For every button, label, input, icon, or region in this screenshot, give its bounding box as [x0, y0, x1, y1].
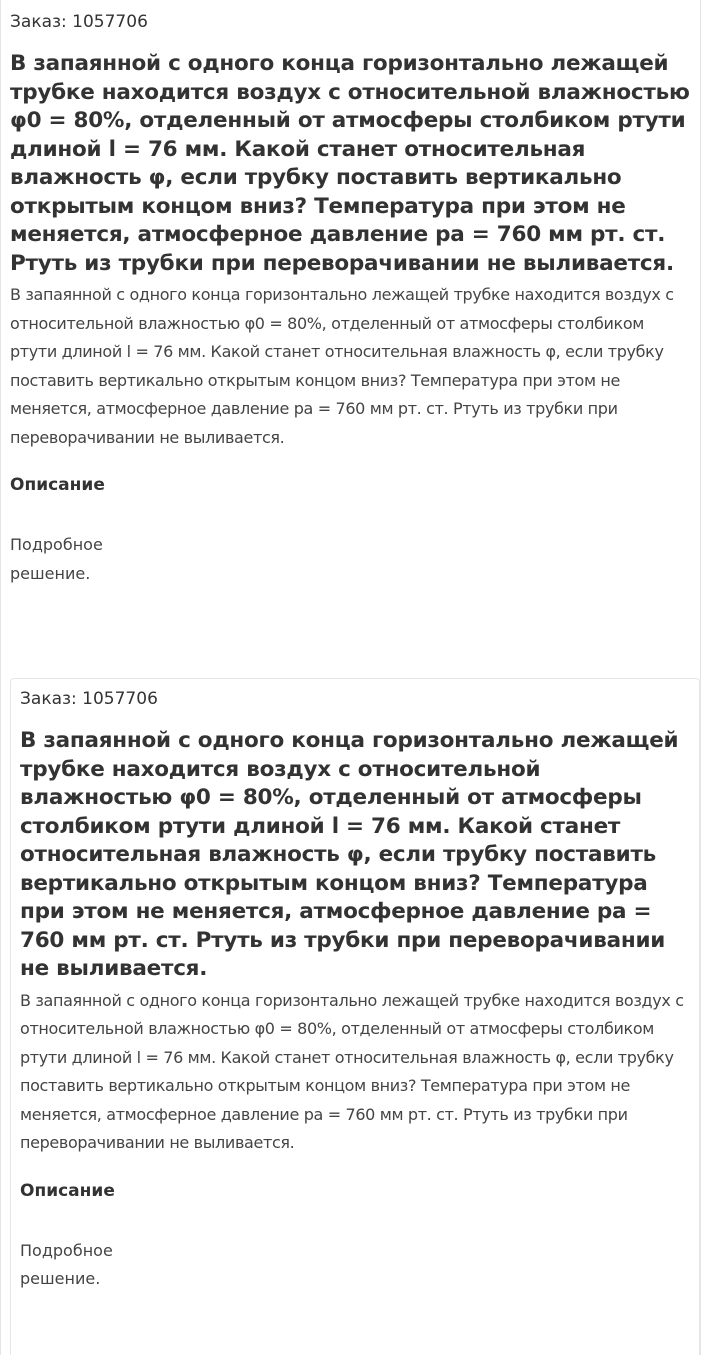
problem-text: В запаянной с одного конца горизонтально лежащей трубке находится воздух с относительной влажностью φ0 = 80%, отделенный от атмосферы столбиком ртути длиной l = 76 мм. Какой станет относительная влажность φ, если трубку поставить вертикально открытым концом вниз? Температура при этом не меняется, атмосферное давление pa = 760 мм рт. ст. Ртуть из трубки при переворачивании не выливается. — [10, 285, 674, 447]
description-heading: Описание — [20, 1180, 115, 1201]
order-card-2 — [10, 678, 700, 1355]
problem-title: В запаянной с одного конца горизонтально лежащей трубке находится воздух с относительной влажностью φ0 = 80%, отделенный от атмосферы столбиком ртути длиной l = 76 мм. Какой станет относительная влажность φ, если трубку поставить вертикально открытым концом вниз? Температура при этом не меняется, атмосферное давление pa = 760 мм рт. ст. Ртуть из трубки при переворачивании не выливается. — [10, 51, 690, 276]
problem-text: В запаянной с одного конца горизонтально лежащей трубке находится воздух с относительной влажностью φ0 = 80%, отделенный от атмосферы столбиком ртути длиной l = 76 мм. Какой станет относительная влажность φ, если трубку поставить вертикально открытым концом вниз? Температура при этом не меняется, атмосферное давление pa = 760 мм рт. ст. Ртуть из трубки при переворачивании не выливается. — [20, 990, 684, 1152]
description-heading: Описание — [10, 475, 105, 495]
order-card-1 — [10, 10, 694, 588]
order-number: Заказ: 1057706 — [10, 12, 148, 32]
description-text: Подробное решение. — [10, 535, 103, 583]
problem-title: В запаянной с одного конца горизонтально лежащей трубке находится воздух с относительной влажностью φ0 = 80%, отделенный от атмосферы столбиком ртути длиной l = 76 мм. Какой станет относительная влажность φ, если трубку поставить вертикально открытым концом вниз? Температура при этом не меняется, атмосферное давление pa = 760 мм рт. ст. Ртуть из трубки при переворачивании не выливается. — [20, 728, 679, 981]
order-number: Заказ: 1057706 — [20, 689, 158, 709]
description-text: Подробное решение. — [20, 1240, 113, 1288]
